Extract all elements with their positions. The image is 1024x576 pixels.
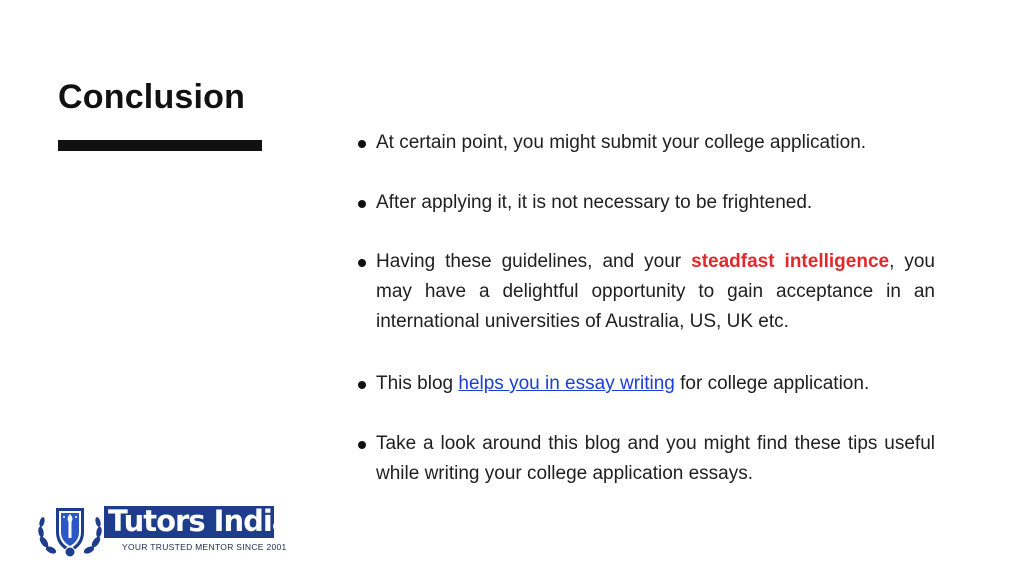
logo-name: Tutors India xyxy=(108,504,291,538)
bullet-text: At certain point, you might submit your college application. xyxy=(376,132,867,153)
bullet-dot-icon xyxy=(358,441,366,449)
title-underline xyxy=(58,140,262,151)
bullet-item xyxy=(355,247,935,337)
logo-tagline: YOUR TRUSTED MENTOR SINCE 2001 xyxy=(122,542,287,552)
bullet-item xyxy=(355,128,935,158)
bullet-text: After applying it, it is not necessary to be frightened. xyxy=(376,192,813,213)
bullet-dot-icon xyxy=(358,140,366,148)
bullet-dot-icon xyxy=(358,259,366,267)
bullet-item xyxy=(355,369,935,399)
bullet-item xyxy=(355,188,935,218)
laurel-crest-icon xyxy=(36,502,104,558)
bullet-item xyxy=(355,429,935,489)
slide-title: Conclusion xyxy=(58,78,246,116)
bullet-text-end: , you may have a delightful opportunity to gain acceptance in an international universities of Australia, US, UK etc. xyxy=(376,251,935,332)
tutors-india-logo xyxy=(36,502,291,558)
bullet-text-start: This blog xyxy=(376,373,459,394)
conclusion-bullet-list xyxy=(355,128,935,489)
bullet-text-start: Having these guidelines, and your xyxy=(376,251,692,272)
bullet-dot-icon xyxy=(358,200,366,208)
essay-writing-link[interactable]: helps you in essay writing xyxy=(458,373,675,394)
highlight-text: steadfast intelligence xyxy=(691,251,890,272)
bullet-text: Take a look around this blog and you might find these tips useful while writing your college application essays. xyxy=(376,433,935,484)
bullet-text-end: for college application. xyxy=(674,373,870,394)
bullet-dot-icon xyxy=(358,381,366,389)
